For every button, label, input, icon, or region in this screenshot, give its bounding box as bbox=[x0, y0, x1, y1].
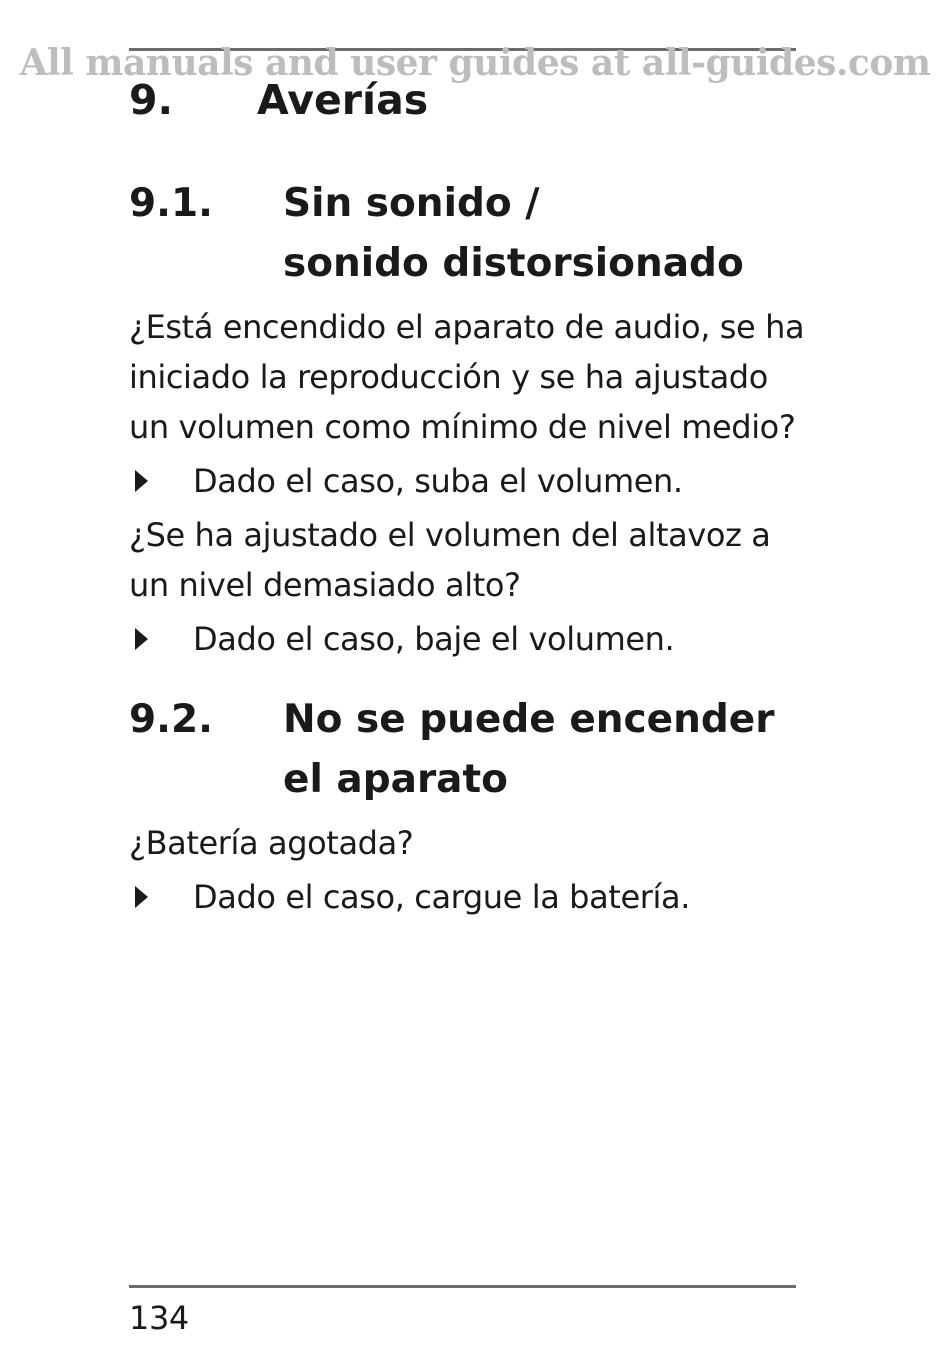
instruction-text: Dado el caso, suba el volumen. bbox=[193, 462, 683, 500]
question-paragraph: ¿Batería agotada? bbox=[129, 824, 414, 862]
chapter-number: 9. bbox=[129, 76, 174, 124]
section-title-line: No se puede encender bbox=[283, 697, 775, 742]
section-title bbox=[283, 690, 774, 810]
instruction-item bbox=[129, 872, 809, 922]
chapter-title: Averías bbox=[257, 76, 429, 124]
watermark-text: All manuals and user guides at all-guides.com bbox=[19, 42, 931, 84]
instruction-text: Dado el caso, cargue la batería. bbox=[193, 878, 690, 916]
section-title-line: Sin sonido / bbox=[283, 181, 540, 226]
section-heading-9-2 bbox=[129, 690, 809, 810]
instruction-item bbox=[129, 614, 809, 664]
section-title-line: el aparato bbox=[283, 757, 508, 802]
footer-rule bbox=[129, 1285, 796, 1288]
section-title-line: sonido distorsionado bbox=[283, 241, 744, 286]
instruction-text: Dado el caso, baje el volumen. bbox=[193, 620, 675, 658]
bullet-triangle-icon bbox=[129, 628, 193, 650]
question-paragraph: ¿Está encendido el aparato de audio, se ha iniciado la reproducción y se ha ajustado un volumen como mínimo de nivel medio? bbox=[129, 308, 805, 446]
bullet-triangle-icon bbox=[129, 470, 193, 492]
question-paragraph: ¿Se ha ajustado el volumen del altavoz a un nivel demasiado alto? bbox=[129, 516, 771, 604]
page-number: 134 bbox=[129, 1299, 189, 1337]
section-heading-9-1 bbox=[129, 174, 809, 294]
page-content bbox=[129, 72, 809, 926]
section-title bbox=[283, 174, 744, 294]
section-number: 9.1. bbox=[129, 181, 213, 226]
bullet-triangle-icon bbox=[129, 886, 193, 908]
section-number: 9.2. bbox=[129, 697, 213, 742]
instruction-item bbox=[129, 456, 809, 506]
